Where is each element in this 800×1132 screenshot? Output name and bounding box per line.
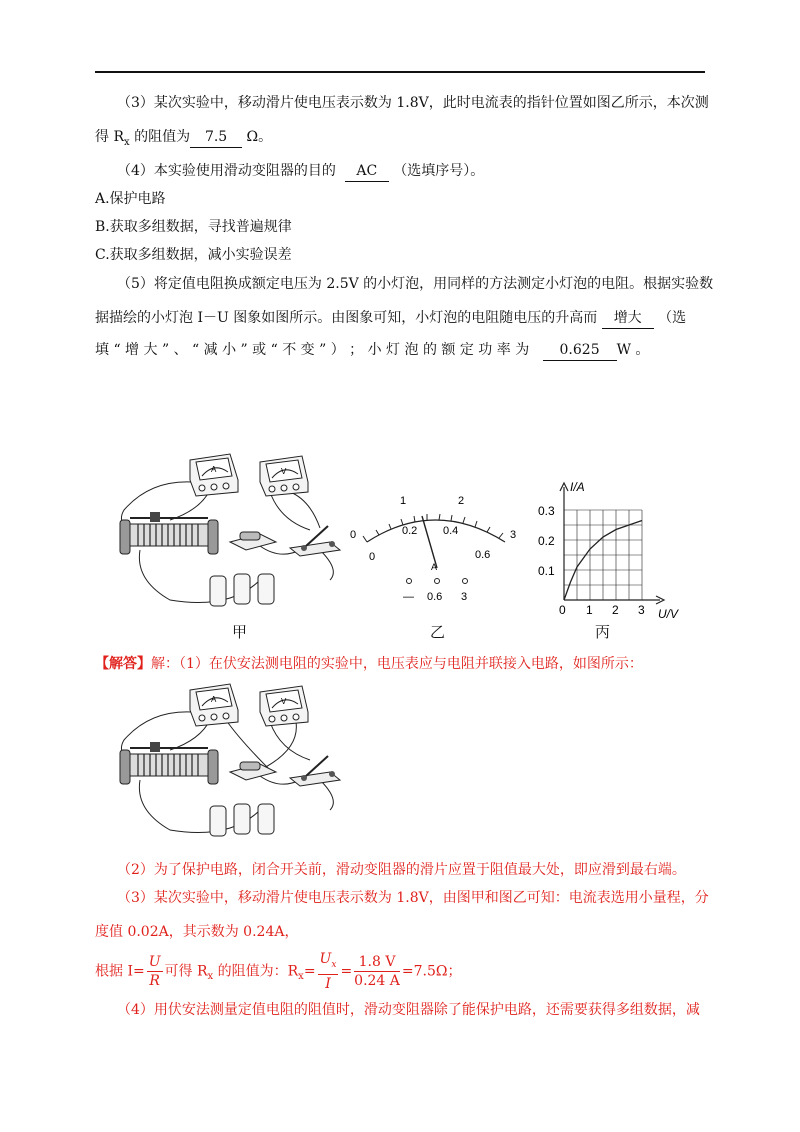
solution-line2: （2）为了保护电路，闭合开关前，滑动变阻器的滑片应置于阻值最大处，即应滑到最右端。	[117, 862, 686, 878]
q4-option-b: B.获取多组数据，寻找普遍规律	[95, 219, 292, 235]
fraction-values: $\frac{1.8 V}{0.24 A}$	[354, 953, 400, 989]
graph-grid	[564, 510, 642, 600]
dial-bot-02: 0.2	[402, 525, 418, 537]
fraction-ux-over-i: $\frac{U_x}{I}$	[319, 951, 337, 992]
dial-bot-04: 0.4	[443, 525, 459, 537]
terminal-3: 3	[461, 591, 468, 603]
graph-tick-x0: 0	[559, 603, 566, 617]
q5-line2: 据描绘的小灯泡 I－U 图象如图所示。由图象可知，小灯泡的电阻随电压的升高而 增大 （选	[95, 308, 686, 329]
resistor-icon	[230, 532, 276, 550]
voltmeter-icon	[260, 456, 308, 496]
answer-voltmeter-label: V	[281, 697, 287, 706]
meter-dial-yi	[345, 488, 525, 608]
switch-icon	[290, 756, 340, 786]
dial-top-3: 3	[510, 529, 517, 541]
battery-icon	[210, 574, 274, 606]
iu-graph-bing	[530, 475, 690, 620]
dial-ticks	[363, 514, 503, 542]
terminal-minus: —	[403, 591, 414, 603]
dial-bot-0: 0	[369, 551, 376, 563]
dial-top-2: 2	[458, 495, 465, 507]
switch-icon	[290, 526, 340, 556]
q5-answer2: 0.625	[543, 340, 617, 361]
ammeter-icon	[190, 684, 238, 726]
solution-line4: 度值 0.02A，其示数为 0.24A，	[95, 924, 299, 940]
figure-label-jia: 甲	[232, 623, 248, 641]
q5-line1: （5）将定值电阻换成额定电压为 2.5V 的小灯泡，用同样的方法测定小灯泡的电阻。根据实验数	[117, 276, 714, 292]
dial-needle	[422, 516, 437, 568]
q4-stem: （4）本实验使用滑动变阻器的目的 AC （选填序号）。	[117, 161, 484, 182]
circuit-figure-jia	[110, 450, 350, 625]
figure-label-bing: 丙	[595, 623, 611, 641]
fraction-u-over-r: $\frac{U}{R}$	[148, 953, 161, 989]
rheostat-icon	[120, 742, 218, 784]
graph-tick-y01: 0.1	[538, 564, 555, 578]
voltmeter-icon	[260, 686, 308, 726]
solution-tag: 【解答】	[95, 656, 151, 672]
dial-top-1: 1	[400, 495, 407, 507]
graph-tick-y03: 0.3	[538, 504, 555, 518]
solution-line5: 根据 I= $\frac{U}{R}$ 可得 $R_x$ 的阻值为：$R_x=$ $\frac{U_x}{I}$ = $\frac{1.8 V}{0.24 A}$ =7.5Ω；	[95, 951, 462, 992]
q4-answer: AC	[345, 161, 389, 182]
graph-tick-x3: 3	[638, 603, 645, 617]
ammeter-icon	[190, 454, 238, 496]
figure-label-yi: 乙	[430, 623, 446, 641]
q5-line3: 填 “ 增 大 ” 、 “ 减 小 ” 或 “ 不 变 ” ） ； 小 灯 泡 的 额 定 功 率 为 0.625 W 。	[95, 340, 649, 361]
graph-tick-x2: 2	[612, 603, 619, 617]
graph-tick-y02: 0.2	[538, 534, 555, 548]
circuit-figure-answer	[110, 680, 350, 855]
graph-xlabel: U/V	[658, 607, 679, 620]
header-rule	[95, 71, 705, 73]
graph-ylabel: I/A	[570, 480, 585, 494]
dial-needle-label: A	[431, 562, 438, 572]
ammeter-label: A	[211, 465, 217, 474]
q4-option-a: A.保护电路	[95, 191, 166, 207]
solution-line3: （3）某次实验中，移动滑片使电压表示数为 1.8V，由图甲和图乙可知：电流表选用小量程，分	[117, 890, 709, 906]
solution-line1: 【解答】解：（1）在伏安法测电阻的实验中，电压表应与电阻并联接入电路，如图所示：	[95, 656, 643, 672]
dial-bot-06: 0.6	[475, 549, 491, 561]
q5-answer1: 增大	[602, 308, 654, 329]
voltmeter-label: V	[281, 467, 287, 476]
graph-tick-x1: 1	[586, 603, 593, 617]
q4-option-c: C.获取多组数据，减小实验误差	[95, 247, 292, 263]
q3-line2: 得 $R_x$ 的阻值为 7.5 Ω。	[95, 129, 273, 148]
q3-answer: 7.5	[190, 127, 242, 148]
terminal-06: 0.6	[427, 591, 443, 603]
solution-line6: （4）用伏安法测量定值电阻的阻值时，滑动变阻器除了能保护电路，还需要获得多组数据，减	[117, 1002, 700, 1018]
dial-top-0: 0	[350, 529, 357, 541]
rheostat-icon	[120, 512, 218, 554]
answer-ammeter-label: A	[211, 695, 217, 704]
q3-line1: （3）某次实验中，移动滑片使电压表示数为 1.8V，此时电流表的指针位置如图乙所示，本次测	[117, 95, 709, 111]
battery-icon	[210, 804, 274, 836]
